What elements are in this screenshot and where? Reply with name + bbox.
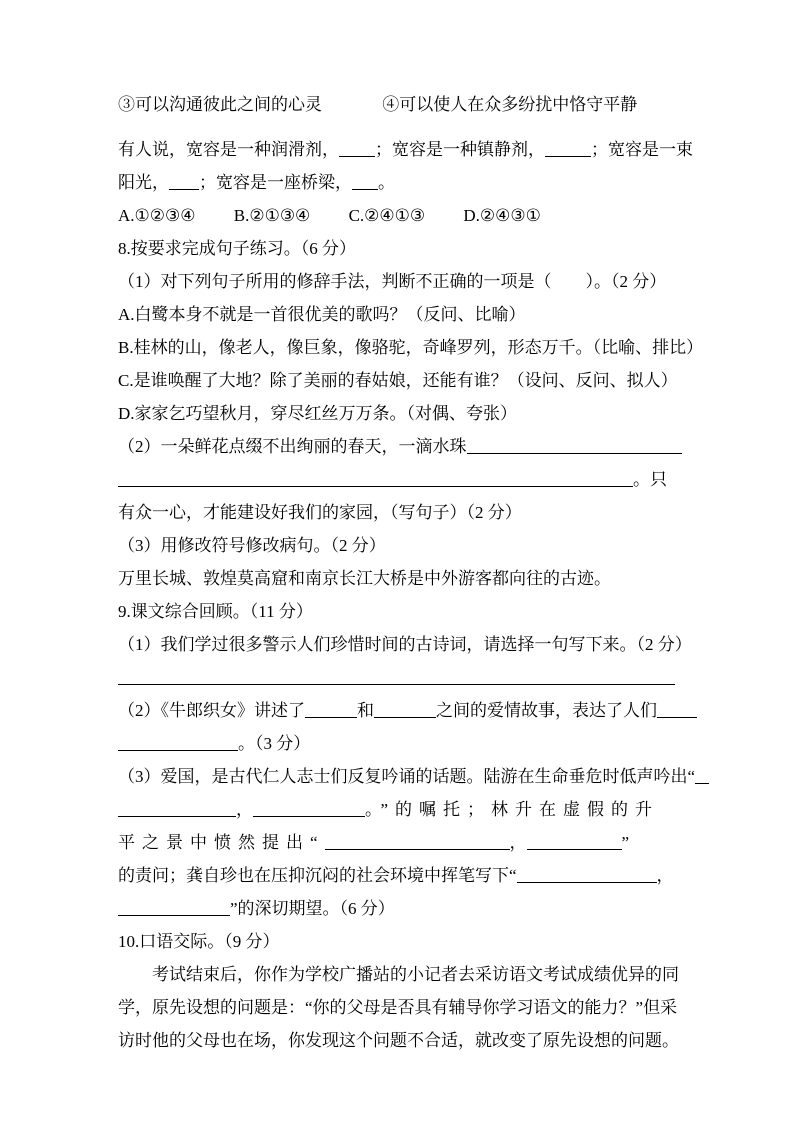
q9-title: 9.课文综合回顾。（11 分）: [118, 602, 313, 621]
q9-sub3-text-3: 。”的嘱托；林升在虚假的升: [365, 800, 660, 819]
q8-sub1-prompt: （1）对下列句子所用的修辞手法，判断不正确的一项是（ ）。（2 分）: [118, 272, 667, 291]
line-q9-title: [118, 595, 684, 628]
q8-sub1-choice-a: A.白鹭本身不就是一首很优美的歌吗？（反问、比喻）: [118, 305, 526, 324]
line-q8s2-2: [118, 463, 684, 496]
line-q7-choices: [118, 199, 684, 232]
q7-passage-part-3: ；宽容是一束: [591, 140, 693, 159]
blank-underline: [657, 715, 697, 718]
q9-sub2-text-2: 和: [357, 701, 374, 720]
line-q8s2-1: [118, 430, 684, 463]
q9-sub2-text-3: 之间的爱情故事，表达了人们: [436, 701, 657, 720]
q9-sub3-text-1: （3）爱国，是古代仁人志士们反复吟诵的话题。陆游在生命垂危时低声吟出“: [118, 767, 696, 786]
q10-paragraph-line-3: 访时他的父母也在场，你发现这个问题不合适，就改变了原先设想的问题。: [118, 1031, 679, 1050]
q7-choice-b: B.②①③④: [233, 206, 311, 225]
q7-choice-a: A.①②③④: [118, 206, 196, 225]
line-q8s1-choice-a: [118, 298, 684, 331]
blank-underline: [325, 847, 510, 850]
blank-underline: [118, 748, 238, 751]
q9-sub3-text-4: 平之景中愤然提出“: [118, 833, 325, 852]
blank-underline: [527, 847, 622, 850]
q8-sub2-text-2: 。只: [633, 470, 667, 489]
q7-choice-d: D.②④③①: [463, 206, 541, 225]
line-q8s1-prompt: [118, 265, 684, 298]
line-q9s1-blank: [118, 661, 684, 694]
line-q10-title: [118, 925, 684, 958]
q8-sub1-choice-b: B.桂林的山，像老人，像巨象，像骆驼，奇峰罗列，形态万千。（比喻、排比）: [118, 338, 704, 357]
blank-underline: [118, 484, 633, 487]
q7-passage-part-2: ；宽容是一种镇静剂，: [375, 140, 545, 159]
blank-underline: [695, 781, 709, 784]
line-q7-passage-1: [118, 133, 693, 166]
q7-choice-c: C.②④①③: [348, 206, 426, 225]
line-q8-title: [118, 232, 684, 265]
blank-underline: [517, 880, 657, 883]
line-q9s3-2: [118, 793, 684, 826]
q9-sub3-text-5: ，: [509, 833, 527, 852]
q10-paragraph-line-2: 学，原先设想的问题是：“你的父母是否具有辅导你学习语文的能力？”但采: [118, 998, 678, 1017]
q10-title: 10.口语交际。（9 分）: [118, 932, 280, 951]
line-q8s1-choice-d: [118, 397, 684, 430]
q10-paragraph-line-1: 考试结束后，你作为学校广播站的小记者去采访语文考试成绩优异的同: [152, 965, 679, 984]
line-q9s2-1: [118, 694, 684, 727]
line-q9s3-3: [118, 826, 684, 859]
q7-passage-part-6: 。: [378, 173, 395, 192]
q9-sub3-text-7: 的责问；龚自珍也在压抑沉闷的社会环境中挥笔写下“: [118, 866, 517, 885]
line-q8s2-3: [118, 496, 684, 529]
line-q9s3-4: [118, 859, 684, 892]
blank-underline: [253, 814, 365, 817]
line-q8s3-sentence: [118, 562, 684, 595]
q8-sub1-choice-c: C.是谁唤醒了大地？除了美丽的春姑娘，还能有谁？（设问、反问、拟人）: [118, 371, 678, 390]
q9-sub1-prompt: （1）我们学过很多警示人们珍惜时间的古诗词，请选择一句写下来。（2 分）: [118, 635, 692, 654]
q7-option-4: ④可以使人在众多纷扰中恪守平静: [382, 95, 638, 114]
q8-sub1-choice-d: D.家家乞巧望秋月，穿尽红丝万万条。（对偶、夸张）: [118, 404, 518, 423]
blank-underline: [118, 814, 236, 817]
q9-sub3-text-2: ，: [236, 800, 253, 819]
blank-underline: [305, 715, 357, 718]
blank-underline: [169, 187, 199, 190]
blank-underline: [352, 187, 378, 190]
blank-underline: [339, 154, 375, 157]
q9-sub3-text-8: ，: [656, 866, 674, 885]
line-q9s1-prompt: [118, 628, 692, 661]
line-q8s1-choice-b: [118, 331, 704, 364]
blank-underline: [118, 682, 675, 685]
blank-underline: [118, 913, 230, 916]
q8-sub3-prompt: （3）用修改符号修改病句。（2 分）: [118, 536, 386, 555]
q9-sub3-text-9: ”的深切期望。（6 分）: [230, 899, 395, 918]
blank-underline: [545, 154, 591, 157]
line-q10-para-2: [118, 991, 684, 1024]
line-q9s2-2: [118, 727, 684, 760]
line-q8s3-prompt: [118, 529, 684, 562]
line-q8s1-choice-c: [118, 364, 684, 397]
q8-title: 8.按要求完成句子练习。（6 分）: [118, 239, 356, 258]
q7-passage-part-1: 有人说，宽容是一种润滑剂，: [118, 140, 339, 159]
q7-passage-part-4: 阳光，: [118, 173, 169, 192]
q8-sub2-text-1: （2）一朵鲜花点缀不出绚丽的春天，一滴水珠: [118, 437, 467, 456]
line-q9s3-5: [118, 892, 684, 925]
q9-sub3-text-6: ”: [621, 833, 630, 852]
q9-sub2-text-1: （2）《牛郎织女》讲述了: [118, 701, 305, 720]
q8-sub3-sentence: 万里长城、敦煌莫高窟和南京长江大桥是中外游客都向往的古迹。: [118, 569, 611, 588]
line-q10-para-1: [118, 958, 684, 991]
line-q7-passage-2: [118, 166, 684, 199]
q8-sub2-text-3: 有众一心，才能建设好我们的家园，（写句子）（2 分）: [118, 503, 522, 522]
q7-passage-part-5: ；宽容是一座桥梁，: [199, 173, 352, 192]
line-q9s3-1: [118, 760, 696, 793]
line-q7-options: [118, 88, 684, 121]
blank-underline: [374, 715, 436, 718]
line-q10-para-3: [118, 1024, 684, 1057]
q9-sub2-text-4: 。（3 分）: [238, 734, 311, 753]
q7-option-3: ③可以沟通彼此之间的心灵: [118, 95, 322, 114]
blank-underline: [467, 451, 682, 454]
